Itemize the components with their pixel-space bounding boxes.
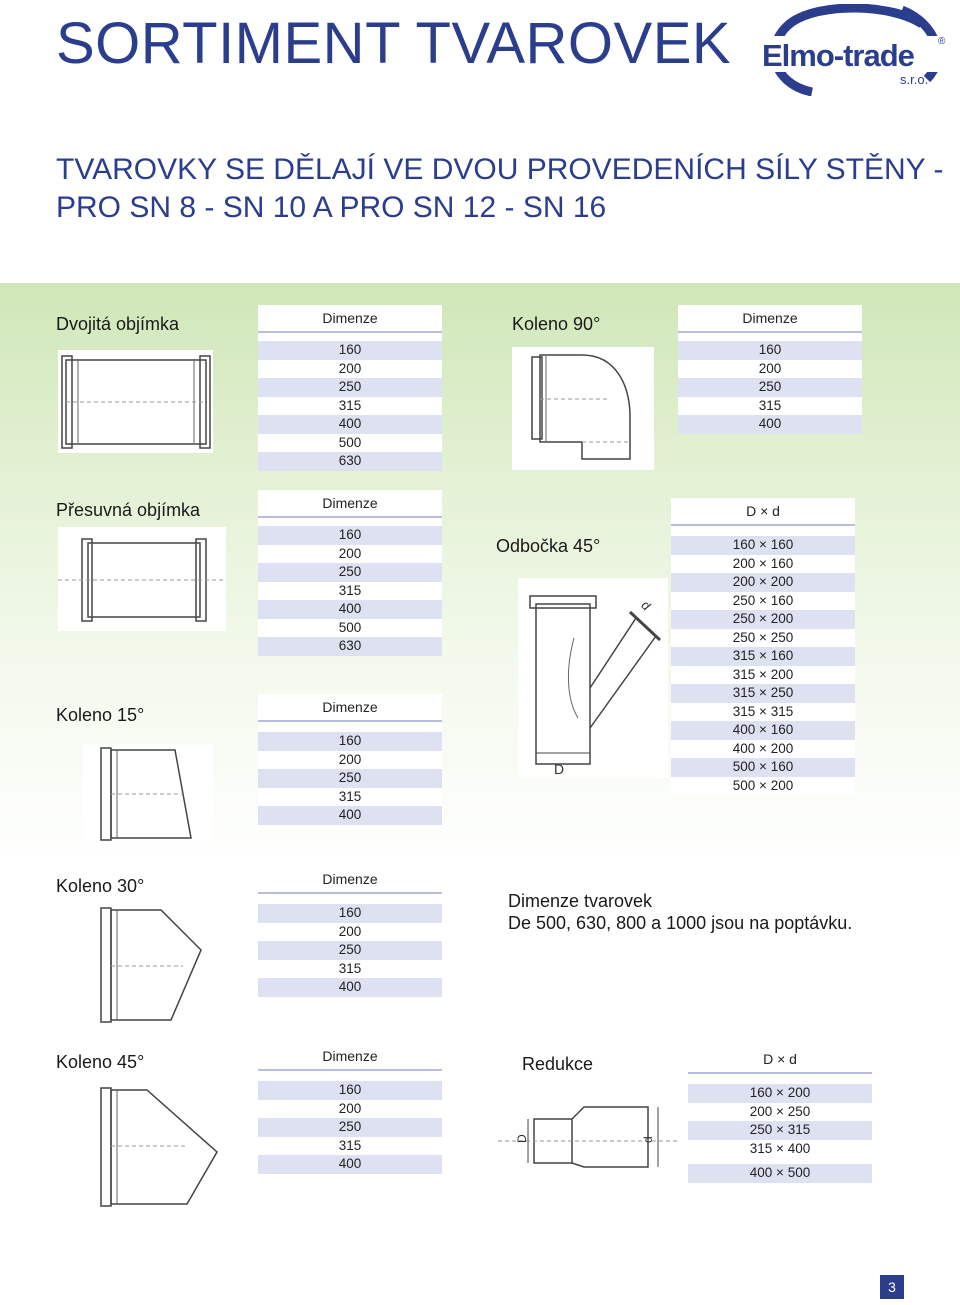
table-row: 500 × 160	[671, 758, 855, 777]
note-line-2: De 500, 630, 800 a 1000 jsou na poptávku.	[508, 913, 853, 933]
table-row: 400	[258, 806, 442, 825]
table-header: D × d	[688, 1046, 872, 1074]
dimension-table-presuvna-objimka	[258, 490, 442, 656]
table-row: 160	[258, 341, 442, 360]
drawing-label-d-small: d	[641, 1136, 655, 1143]
table-row: 400 × 500	[688, 1164, 872, 1183]
note-line-1: Dimenze tvarovek	[508, 891, 653, 911]
table-row: 250 × 200	[671, 610, 855, 629]
table-row: 315 × 315	[671, 703, 855, 722]
table-row: 400 × 160	[671, 721, 855, 740]
product-label-koleno-15: Koleno 15°	[56, 705, 145, 725]
svg-text:Elmo-trade: Elmo-trade	[762, 38, 914, 73]
table-row: 160	[678, 341, 862, 360]
table-row: 400	[258, 1155, 442, 1174]
table-header: Dimenze	[678, 305, 862, 333]
koleno-15-drawing	[83, 744, 213, 844]
table-row: 315 × 400	[688, 1140, 872, 1159]
subtitle-line-1: TVAROVKY SE DĚLAJÍ VE DVOU PROVEDENÍCH SÍLY STĚNY -	[56, 153, 944, 186]
table-row: 400 × 200	[671, 740, 855, 759]
table-row: 400	[258, 978, 442, 997]
table-row: 200	[258, 545, 442, 564]
redukce-drawing	[498, 1095, 680, 1177]
product-label-koleno-30: Koleno 30°	[56, 876, 145, 896]
table-row: 500 × 200	[671, 777, 855, 796]
table-row: 160 × 160	[671, 536, 855, 555]
table-row: 200	[258, 1100, 442, 1119]
table-row: 250 × 250	[671, 629, 855, 648]
table-row: 315	[258, 397, 442, 416]
dimension-table-koleno-90	[678, 305, 862, 434]
table-row: 200 × 160	[671, 555, 855, 574]
table-row: 400	[258, 600, 442, 619]
dimension-table-koleno-30	[258, 866, 442, 997]
table-row: 315	[258, 582, 442, 601]
odbocka-45-drawing	[518, 578, 668, 778]
table-header: D × d	[671, 498, 855, 526]
dvojita-objimka-drawing	[58, 350, 213, 453]
table-row: 250 × 160	[671, 592, 855, 611]
table-header: Dimenze	[258, 866, 442, 894]
availability-note	[508, 890, 852, 934]
table-row: 315 × 160	[671, 647, 855, 666]
product-label-presuvna-objimka: Přesuvná objímka	[56, 500, 201, 520]
table-row: 200 × 250	[688, 1103, 872, 1122]
table-row: 250	[258, 378, 442, 397]
product-label-dvojita-objimka: Dvojitá objímka	[56, 314, 180, 334]
table-header: Dimenze	[258, 305, 442, 333]
page-title: SORTIMENT TVAROVEK	[56, 11, 732, 76]
product-label-odbocka-45: Odbočka 45°	[496, 536, 601, 556]
table-row: 200	[258, 360, 442, 379]
table-row: 315	[258, 960, 442, 979]
table-header: Dimenze	[258, 490, 442, 518]
page-number: 3	[880, 1275, 904, 1299]
table-row: 500	[258, 619, 442, 638]
product-label-koleno-90: Koleno 90°	[512, 314, 601, 334]
dimension-table-dvojita-objimka	[258, 305, 442, 471]
table-row: 250	[258, 1118, 442, 1137]
table-row: 630	[258, 452, 442, 471]
dimension-table-odbocka-45	[671, 498, 855, 795]
koleno-90-drawing	[512, 347, 654, 470]
subtitle-line-2: PRO SN 8 - SN 10 A PRO SN 12 - SN 16	[56, 191, 607, 224]
table-row: 315	[258, 788, 442, 807]
table-row: 160	[258, 904, 442, 923]
table-row: 250	[678, 378, 862, 397]
product-label-redukce: Redukce	[522, 1054, 594, 1074]
table-row: 200	[258, 751, 442, 770]
drawing-label-d-big: D	[554, 761, 565, 777]
table-header: Dimenze	[258, 694, 442, 722]
table-row: 250	[258, 941, 442, 960]
elmo-trade-logo	[752, 4, 952, 96]
presuvna-objimka-drawing	[58, 527, 226, 631]
table-row: 200	[258, 923, 442, 942]
table-row: 400	[258, 415, 442, 434]
table-row: 160 × 200	[688, 1084, 872, 1103]
table-row: 160	[258, 526, 442, 545]
table-row: 200 × 200	[671, 573, 855, 592]
table-row: 160	[258, 1081, 442, 1100]
table-row: 250 × 315	[688, 1121, 872, 1140]
table-row: 160	[258, 732, 442, 751]
product-label-koleno-45: Koleno 45°	[56, 1052, 145, 1072]
table-row: 200	[678, 360, 862, 379]
table-row: 630	[258, 637, 442, 656]
dimension-table-koleno-15	[258, 694, 442, 825]
table-row: 500	[258, 434, 442, 453]
koleno-30-drawing	[83, 902, 211, 1027]
drawing-label-d-big: D	[515, 1134, 529, 1143]
table-row: 400	[678, 415, 862, 434]
table-row: 315 × 200	[671, 666, 855, 685]
dimension-table-redukce	[688, 1046, 872, 1183]
table-row: 315	[678, 397, 862, 416]
table-row: 250	[258, 563, 442, 582]
svg-text:®: ®	[938, 36, 946, 47]
drawing-label-d-small: d	[638, 597, 655, 613]
table-row: 315	[258, 1137, 442, 1156]
koleno-45-drawing	[83, 1082, 228, 1210]
svg-text:s.r.o.: s.r.o.	[900, 72, 929, 87]
dimension-table-koleno-45	[258, 1043, 442, 1174]
table-row: 315 × 250	[671, 684, 855, 703]
table-header: Dimenze	[258, 1043, 442, 1071]
table-row: 250	[258, 769, 442, 788]
